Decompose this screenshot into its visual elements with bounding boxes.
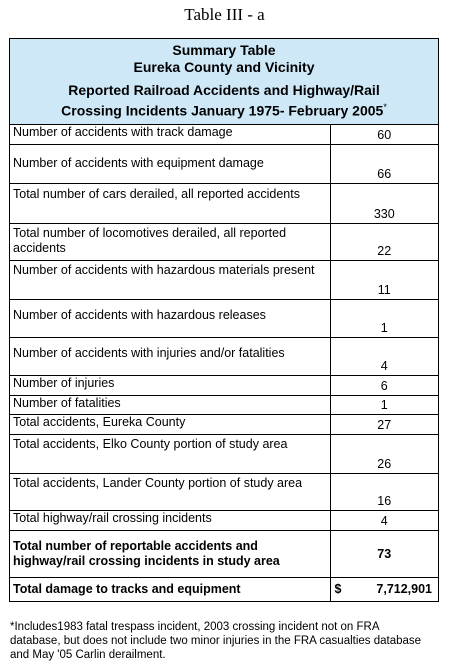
table-row — [10, 300, 438, 338]
header-line-2: Eureka County and Vicinity — [133, 59, 315, 75]
row-value: 22 — [330, 224, 438, 261]
row-value: 26 — [330, 435, 438, 474]
table-header — [10, 39, 438, 125]
summary-table — [9, 38, 439, 602]
row-value: 66 — [330, 145, 438, 184]
data-table — [10, 125, 438, 601]
row-value: 4 — [330, 511, 438, 531]
row-label: Number of accidents with injuries and/or fatalities — [10, 338, 330, 376]
table-row — [10, 511, 438, 531]
row-label: Total number of locomotives derailed, all reported accidents — [10, 224, 330, 261]
header-line-1: Summary Table — [172, 42, 276, 58]
table-caption: Table III - a — [184, 5, 265, 24]
total-reportable-label: Total number of reportable accidents and highway/rail crossing incidents in study area — [10, 531, 330, 578]
row-value: 60 — [330, 125, 438, 145]
total-damage-label: Total damage to tracks and equipment — [10, 578, 330, 601]
currency-symbol: $ — [334, 581, 342, 596]
row-label: Total accidents, Lander County portion of study area — [10, 474, 330, 511]
row-label: Total highway/rail crossing incidents — [10, 511, 330, 531]
row-label: Number of accidents with equipment damage — [10, 145, 330, 184]
table-row — [10, 125, 438, 145]
table-row — [10, 396, 438, 415]
total-damage-row — [10, 578, 438, 601]
row-value: 6 — [330, 376, 438, 396]
row-label: Number of injuries — [10, 376, 330, 396]
row-value: 27 — [330, 415, 438, 435]
row-value: 1 — [330, 300, 438, 338]
row-label: Number of fatalities — [10, 396, 330, 415]
row-value: 1 — [330, 396, 438, 415]
total-reportable-row — [10, 531, 438, 578]
table-row — [10, 376, 438, 396]
table-row — [10, 224, 438, 261]
table-row — [10, 415, 438, 435]
row-label: Number of accidents with hazardous releases — [10, 300, 330, 338]
row-label: Number of accidents with track damage — [10, 125, 330, 145]
total-damage-cell — [330, 578, 438, 601]
row-label: Number of accidents with hazardous materials present — [10, 261, 330, 300]
table-row — [10, 184, 438, 224]
footnote-marker: * — [383, 102, 387, 112]
table-row — [10, 261, 438, 300]
table-row — [10, 474, 438, 511]
total-damage-value: 7,712,901 — [376, 581, 432, 596]
header-line-4: Crossing Incidents January 1975- February 2005 — [61, 102, 384, 119]
footnote: *Includes1983 fatal trespass incident, 2003 crossing incident not on FRA database, but does not include two minor injuries in the FRA casualties database and May '05 Carlin derailment. — [10, 621, 422, 661]
table-row — [10, 338, 438, 376]
row-value: 11 — [330, 261, 438, 300]
header-line-3: Reported Railroad Accidents and Highway/Rail — [68, 82, 380, 98]
row-label: Total accidents, Eureka County — [10, 415, 330, 435]
row-label: Total accidents, Elko County portion of study area — [10, 435, 330, 474]
row-value: 4 — [330, 338, 438, 376]
row-value: 16 — [330, 474, 438, 511]
row-value: 330 — [330, 184, 438, 224]
table-row — [10, 435, 438, 474]
total-reportable-value: 73 — [330, 531, 438, 578]
table-row — [10, 145, 438, 184]
row-label: Total number of cars derailed, all reported accidents — [10, 184, 330, 224]
